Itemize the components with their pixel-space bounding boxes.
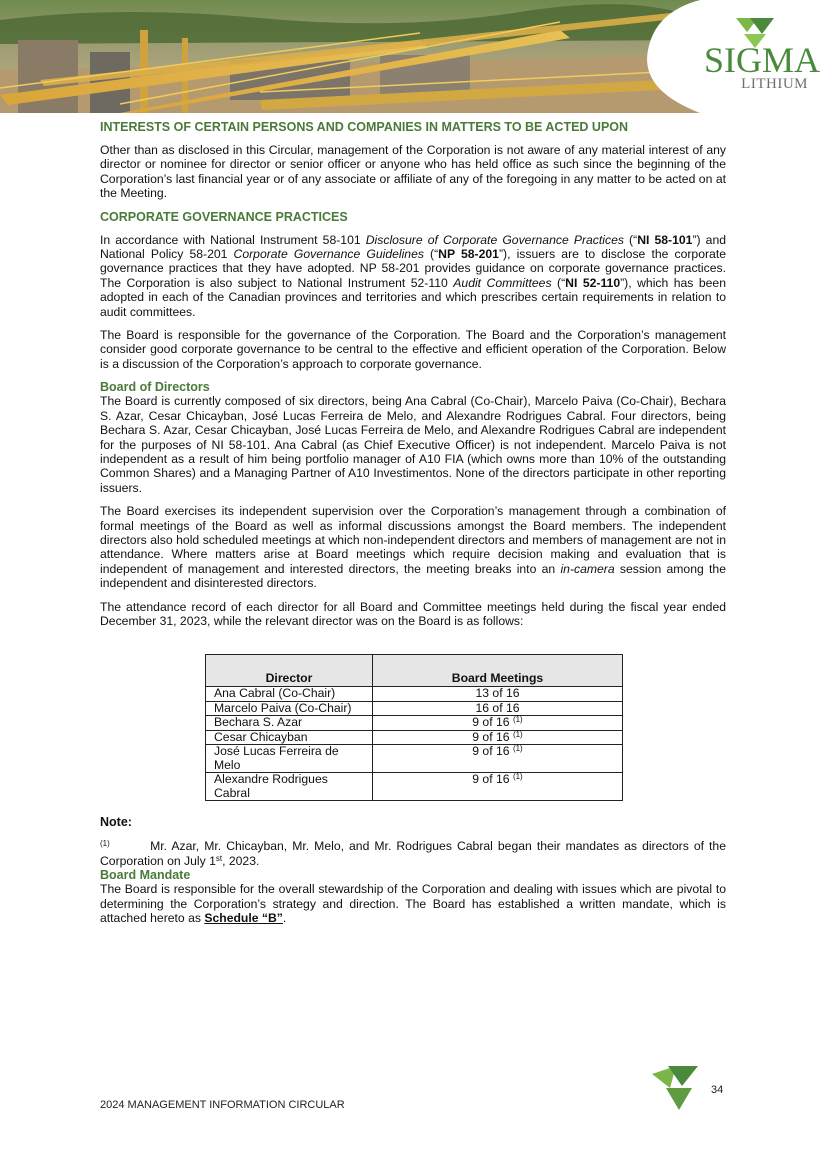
logo-subtitle: LITHIUM: [741, 76, 808, 92]
footnote-marker: (1): [512, 772, 523, 782]
director-name: Alexandre Rodrigues Cabral: [206, 773, 373, 801]
footnote-marker: (1): [512, 729, 523, 739]
sigma-lithium-logo: [704, 18, 821, 98]
heading-board-mandate: Board Mandate: [100, 868, 191, 883]
footer-title: 2024 MANAGEMENT INFORMATION CIRCULAR: [100, 1099, 345, 1111]
table-row: [206, 716, 623, 731]
table-row: [206, 745, 623, 773]
table-row: [206, 687, 623, 702]
note-heading: Note:: [100, 815, 132, 830]
paragraph-board-2: The Board exercises its independent supervision over the Corporation’s management through a combination of formal meetings of the Board as well as informal discussions amongst the Board members. The independent directors also hold scheduled meetings at which non-independent directors and members of management are not in attendance. Where matters arise at Board meetings which require decision making and evaluation that is independent of management and interested directors, the meeting breaks into an in-camera session among the independent and disinterested directors.: [100, 504, 726, 591]
paragraph-governance-1: In accordance with National Instrument 58-101 Disclosure of Corporate Governance Practices (“NI 58-101”) and National Policy 58-201 Corporate Governance Guidelines (“NP 58-201”), issuers are to disclose the corporate governance practices that they have adopted. NP 58-201 provides guidance on corporate governance practices. The Corporation is also subject to National Instrument 52-110 Audit Committees (“NI 52-110”), which has been adopted in each of the Canadian provinces and territories and which prescribes certain requirements in relation to audit committees.: [100, 232, 726, 319]
director-name: Ana Cabral (Co-Chair): [206, 687, 373, 702]
director-name: José Lucas Ferreira de Melo: [206, 745, 373, 773]
document-body: [100, 119, 726, 933]
column-header-director: Director: [206, 655, 373, 687]
meetings-attended: 9 of 16 $^{(1)}$: [373, 773, 623, 801]
director-name: Cesar Chicayban: [206, 730, 373, 745]
schedule-b-link[interactable]: Schedule “B”: [204, 911, 283, 925]
table-header-row: [206, 655, 623, 687]
paragraph-governance-2: The Board is responsible for the governance of the Corporation. The Board and the Corporation’s management consider good corporate governance to be central to the effective and efficient operation of the Corporation. Below is a discussion of the Corporation’s approach to corporate governance.: [100, 328, 726, 371]
paragraph-board-1: The Board is currently composed of six directors, being Ana Cabral (Co-Chair), Marcelo Paiva (Co-Chair), Bechara S. Azar, Cesar Chicayban, José Lucas Ferreira de Melo, and Alexandre Rodrigues Cabral. Four directors, being Bechara S. Azar, Cesar Chicayban, José Lucas Ferreira de Melo, and Alexandre Rodrigues Cabral are independent for the purposes of NI 58-101. Ana Cabral (as Chief Executive Officer) is not independent. Marcelo Paiva is not independent as a result of him being portfolio manager of A10 FIA (which owns more than 10% of the outstanding Common Shares) and a Managing Partner of A10 Investimentos. None of the directors participate in other reporting issuers.: [100, 394, 726, 495]
meetings-attended: 16 of 16: [373, 701, 623, 716]
footnote-marker: (1): [512, 744, 523, 754]
director-name: Marcelo Paiva (Co-Chair): [206, 701, 373, 716]
note-marker: (1): [100, 839, 110, 849]
meetings-attended: 9 of 16 $^{(1)}$: [373, 730, 623, 745]
banner-photo: [0, 0, 826, 113]
footnote-marker: (1): [512, 715, 523, 725]
heading-board-of-directors: Board of Directors: [100, 380, 210, 395]
table-row: [206, 701, 623, 716]
header-banner: [0, 0, 826, 113]
page-number: 34: [711, 1084, 724, 1096]
column-header-meetings: Board Meetings: [373, 655, 623, 687]
attendance-table: [205, 654, 623, 801]
table-row: [206, 773, 623, 801]
heading-interests: INTERESTS OF CERTAIN PERSONS AND COMPANIES IN MATTERS TO BE ACTED UPON: [100, 120, 629, 134]
paragraph-mandate: The Board is responsible for the overall stewardship of the Corporation and dealing with issues which are pivotal to determining the Corporation’s strategy and direction. The Board has established a written mandate, which is attached hereto as Schedule “B”.: [100, 882, 726, 925]
paragraph-interests: Other than as disclosed in this Circular, management of the Corporation is not aware of any material interest of any director or nominee for director or senior officer or anyone who has held office as such since the beginning of the Corporation’s last financial year or of any associate or affiliate of any of the foregoing in any matter to be acted on at the Meeting.: [100, 143, 726, 201]
meetings-attended: 9 of 16 $^{(1)}$: [373, 716, 623, 731]
logo-wordmark: SIGMA: [704, 40, 821, 80]
sigma-footer-mark-icon: [652, 1066, 698, 1110]
table-row: [206, 730, 623, 745]
paragraph-board-3: The attendance record of each director for all Board and Committee meetings held during the fiscal year ended December 31, 2023, while the relevant director was on the Board is as follows:: [100, 599, 726, 628]
meetings-attended: 13 of 16: [373, 687, 623, 702]
meetings-attended: 9 of 16 $^{(1)}$: [373, 745, 623, 773]
heading-governance: CORPORATE GOVERNANCE PRACTICES: [100, 209, 348, 224]
director-name: Bechara S. Azar: [206, 716, 373, 731]
note-text: $^{(1)}$ Mr. Azar, Mr. Chicayban, Mr. Melo, and Mr. Rodrigues Cabral began their mandates as directors of the Corporation on July 1st, 2023.: [100, 839, 726, 868]
